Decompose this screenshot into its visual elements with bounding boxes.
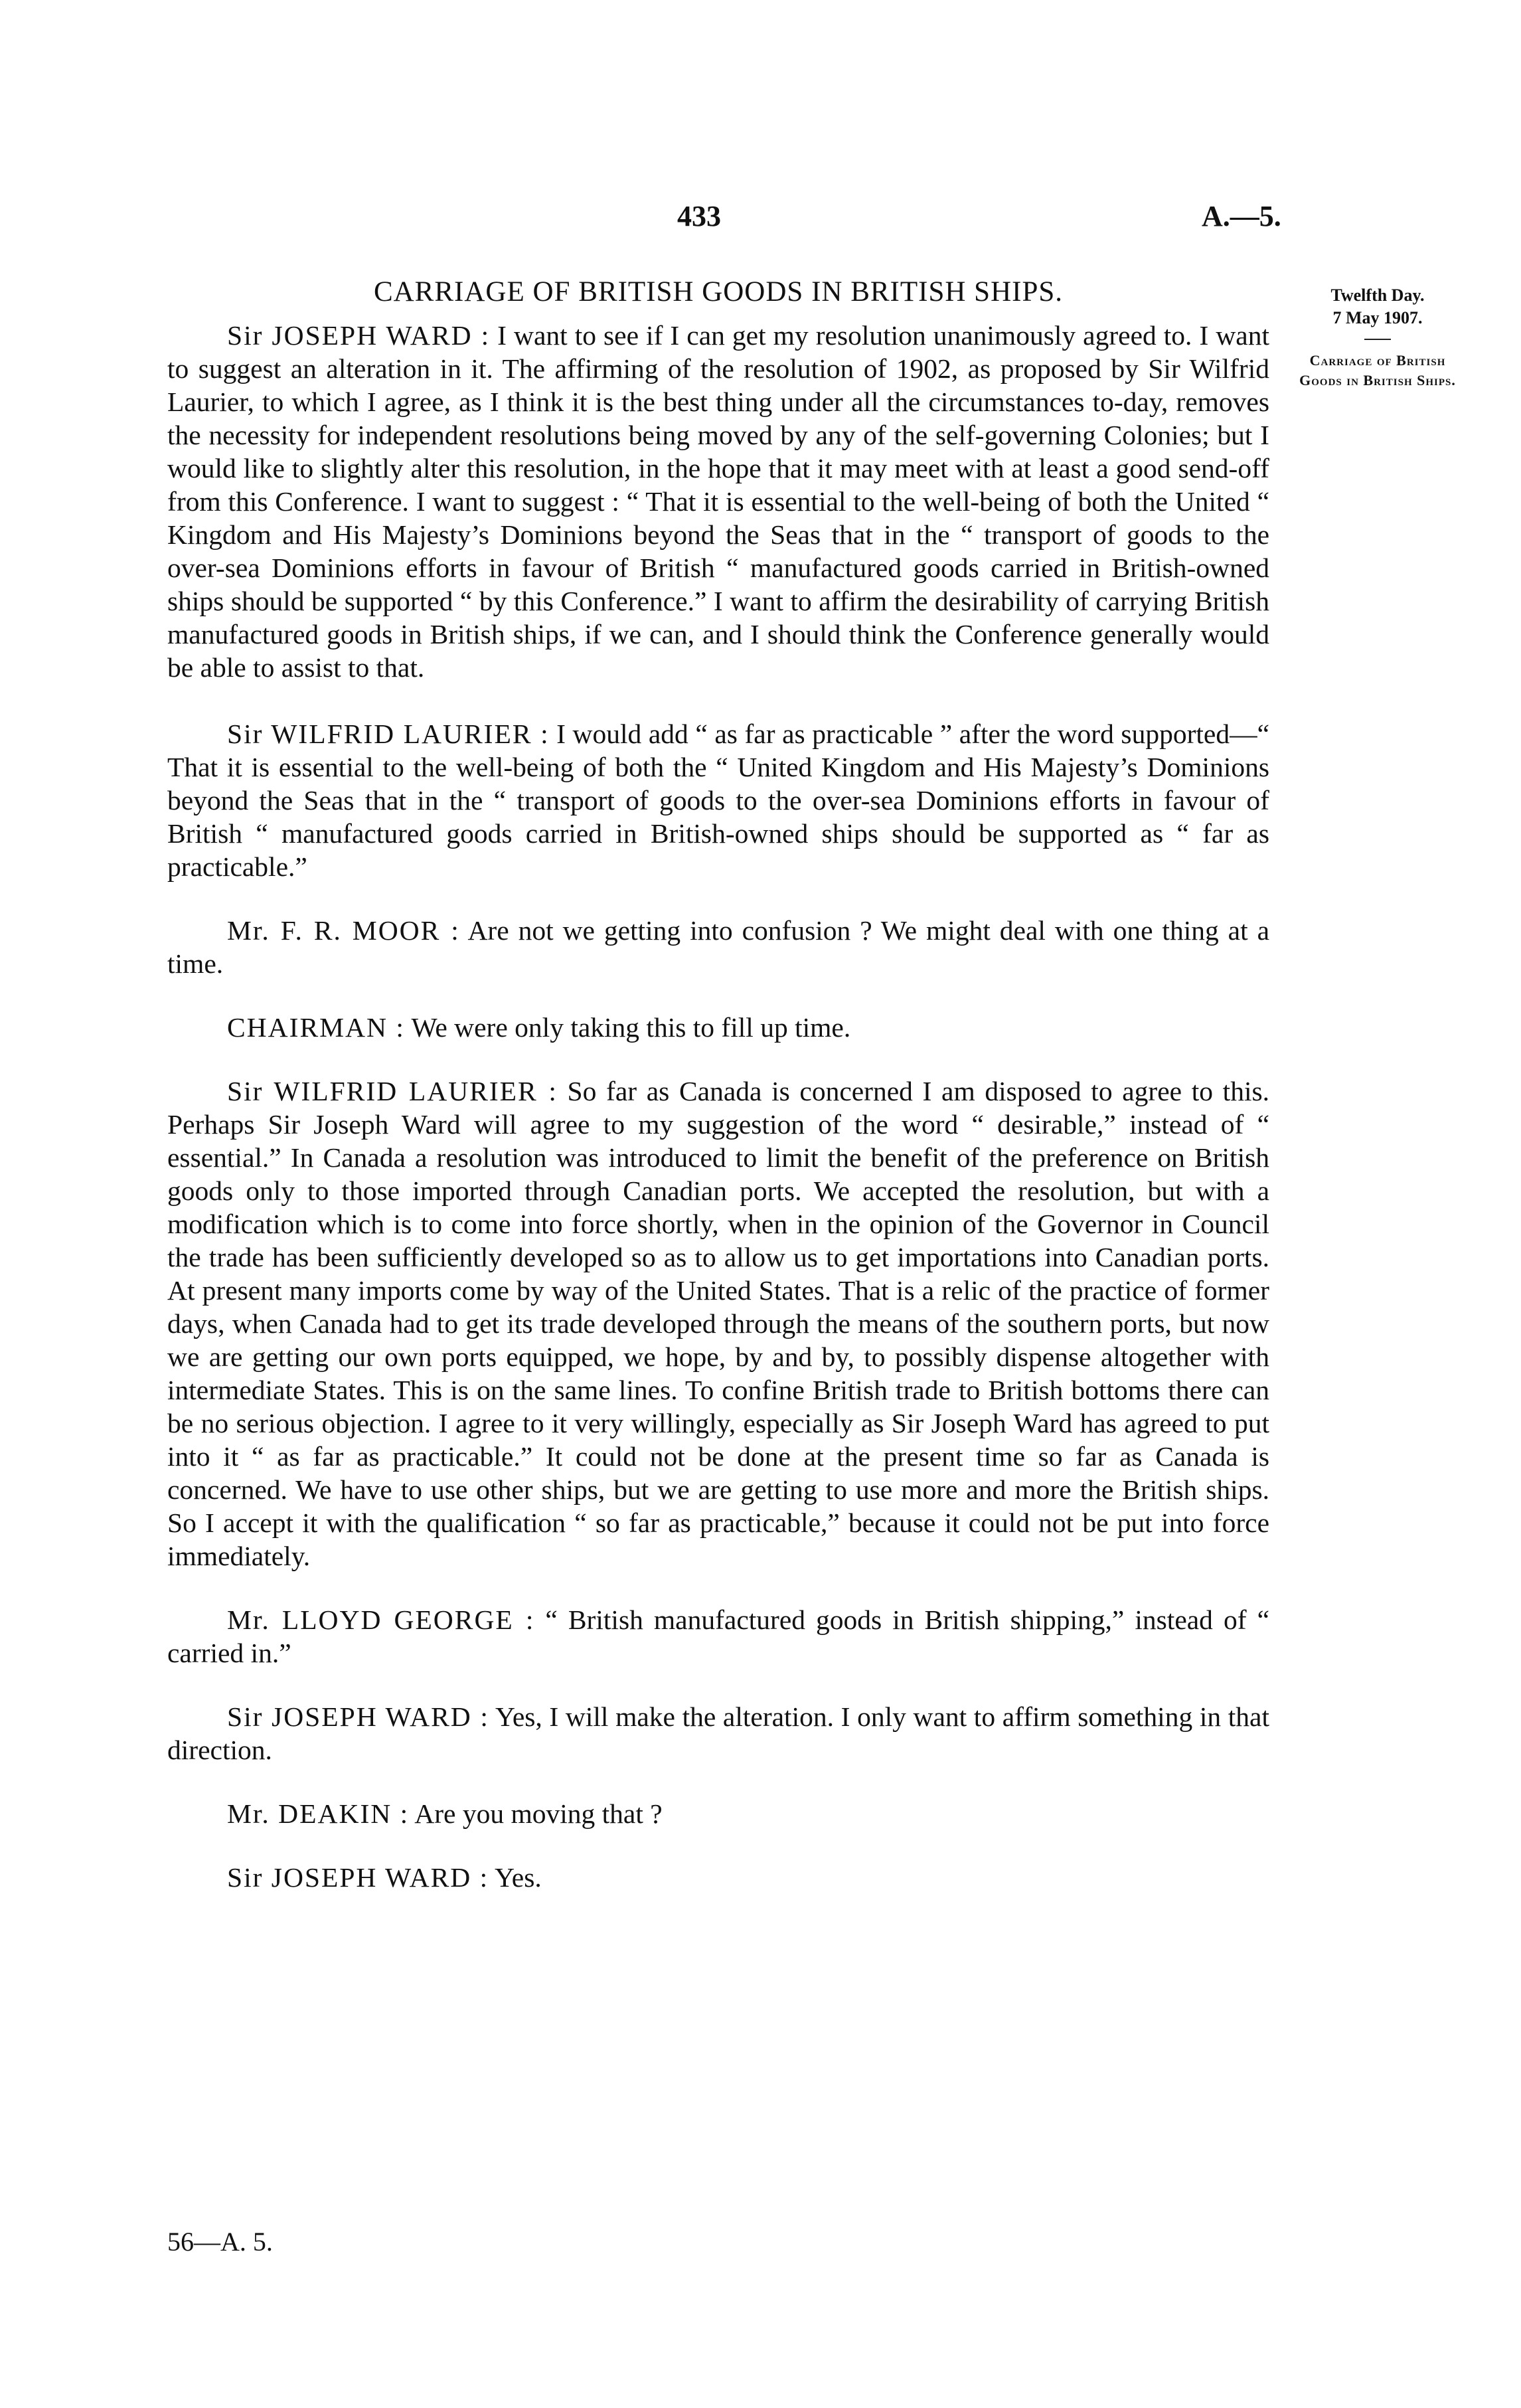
speaker-name: Sir WILFRID LAURIER : <box>227 1076 558 1106</box>
speech-paragraph <box>167 717 1269 883</box>
speech-paragraph <box>167 914 1269 980</box>
speaker-name: Mr. DEAKIN : <box>227 1798 410 1829</box>
page-number: 433 <box>677 200 721 232</box>
document-body <box>167 274 1269 1894</box>
speech-text: “ British manufactured goods in British shipping,” instead of “ carried in.” <box>167 1604 1269 1668</box>
speaker-name: Sir JOSEPH WARD : <box>227 320 491 351</box>
speaker-name: Sir WILFRID LAURIER : <box>227 719 550 749</box>
speech-text: Yes, I will make the alteration. I only want to affirm something in that direction. <box>167 1701 1269 1765</box>
speech-paragraph <box>167 319 1269 684</box>
speech-text: We were only taking this to fill up time. <box>411 1012 851 1043</box>
speaker-name: Sir JOSEPH WARD : <box>227 1862 489 1893</box>
speech-text: Are you moving that ? <box>414 1798 663 1829</box>
page-header <box>0 199 1521 239</box>
speech-paragraph <box>167 1861 1269 1894</box>
speaker-name: Mr. F. R. MOOR : <box>227 915 460 946</box>
speech-paragraph <box>167 1797 1269 1830</box>
margin-note-day: Twelfth Day. <box>1330 286 1425 305</box>
speech-text: Are not we getting into confusion ? We might deal with one thing at a time. <box>167 915 1269 979</box>
margin-note <box>1291 284 1464 390</box>
speaker-name: Mr. LLOYD GEORGE : <box>227 1604 535 1635</box>
paper-reference: A.—5. <box>1202 200 1281 232</box>
margin-note-date: 7 May 1907. <box>1332 308 1423 327</box>
speech-paragraph <box>167 1700 1269 1766</box>
speech-paragraph <box>167 1603 1269 1670</box>
speech-text: So far as Canada is concerned I am disposed to agree to this. Perhaps Sir Joseph Ward will agree to my suggestion of the word “ desirable,” instead of “ essential.” In Canada a resolution was introduced to limit the benefit of the preference on British goods only to those imported through Canadian ports. We accepted the resolution, but with a modification which is to come into force shortly, when in the opinion of the Governor in Council the trade has been sufficiently developed so as to allow us to get importations into Canadian ports. At present many imports come by way of the United States. That is a relic of the practice of former days, when Canada had to get its trade developed through the means of the southern ports, but now we are getting our own ports equipped, we hope, by and by, to possibly dispense altogether with intermediate States. This is on the same lines. To confine British trade to British bottoms there can be no serious objection. I agree to it very willingly, especially as Sir Joseph Ward has agreed to put into it “ as far as practicable.” It could not be done at the present time so far as Canada is concerned. We have to use other ships, but we are getting to use more and more the British ships. So I accept it with the qualification “ so far as practicable,” because it could not be put into force immediately. <box>167 1076 1269 1571</box>
margin-note-subject: Carriage of British Goods in British Ships. <box>1299 352 1456 388</box>
speaker-name: Sir JOSEPH WARD : <box>227 1701 489 1732</box>
printer-signature: 56—A. 5. <box>167 2227 273 2257</box>
speech-text: I would add “ as far as practicable ” after the word supported—“ That it is essential to the well-being of both the “ United Kingdom and His Majesty’s Dominions beyond the Seas that in the “ transport of goods to the over-sea Dominions efforts in favour of British “ manufactured goods carried in British-owned ships should be supported as “ far as practicable.” <box>167 719 1270 882</box>
speech-paragraph <box>167 1075 1269 1573</box>
margin-note-divider <box>1364 339 1391 340</box>
speech-paragraph <box>167 1011 1269 1044</box>
speech-text: I want to see if I can get my resolution unanimously agreed to. I want to suggest an alteration in it. The affirming of the resolution of 1902, as proposed by Sir Wilfrid Laurier, to which I agree, as I think it is the best thing under all the circumstances to-day, removes the necessity for independent resolutions being moved by any of the self-governing Colonies; but I would like to slightly alter this resolution, in the hope that it may meet with at least a good send-off from this Conference. I want to suggest : “ That it is essential to the well-being of both the United “ Kingdom and His Majesty’s Dominions beyond the Seas that in the “ transport of goods to the over-sea Dominions efforts in favour of British “ manufactured goods carried in British-owned ships should be supported “ by this Conference.” I want to affirm the desirability of carrying British manufactured goods in British ships, if we can, and I should think the Conference generally would be able to assist to that. <box>167 320 1269 683</box>
speaker-name: CHAIRMAN : <box>227 1012 405 1043</box>
section-title: CARRIAGE OF BRITISH GOODS IN BRITISH SHIPS. <box>373 276 1064 307</box>
speech-text: Yes. <box>494 1862 542 1893</box>
